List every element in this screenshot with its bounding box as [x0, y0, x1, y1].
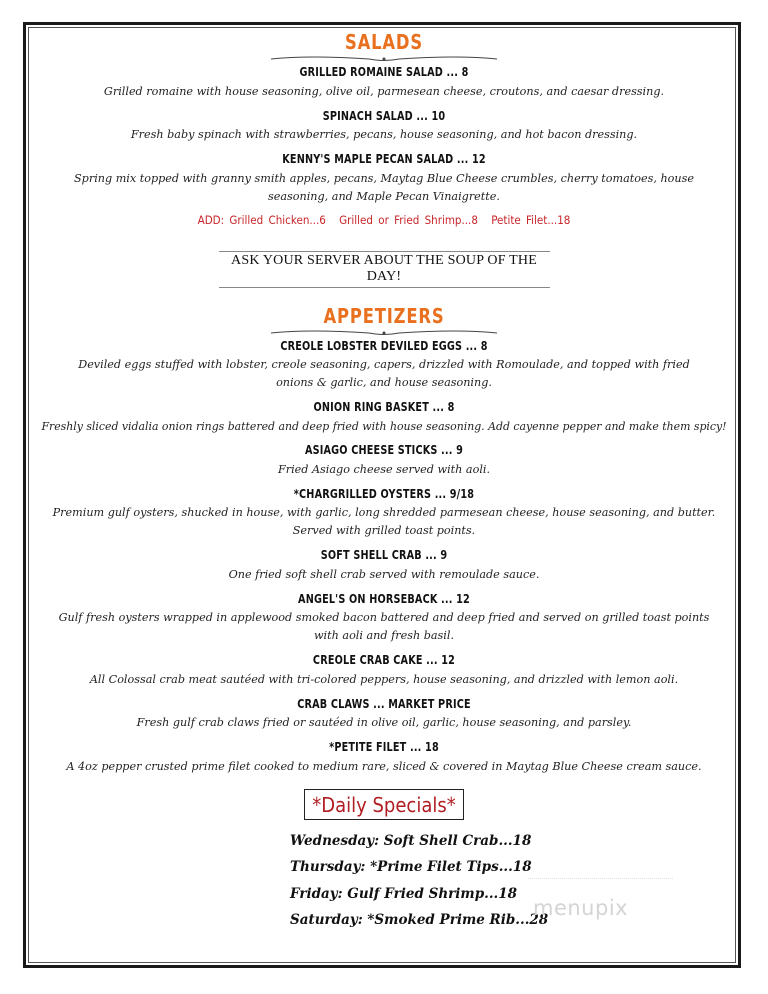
menu-item	[40, 64, 728, 101]
salads-section	[40, 30, 728, 227]
flourish-divider-icon	[269, 54, 499, 64]
item-name: ANGEL'S ON HORSEBACK ... 12	[298, 590, 470, 606]
menu-item	[40, 151, 728, 205]
special-saturday: Saturday: *Smoked Prime Rib...28	[290, 912, 549, 929]
salad-add-ons	[40, 213, 728, 227]
salads-heading: SALADS	[344, 30, 424, 54]
item-description: Freshly sliced vidalia onion rings battered and deep fried with house seasoning. Add cayenne pepper and make them spicy!	[41, 419, 727, 433]
flourish-divider-icon	[269, 328, 499, 338]
item-name: CREOLE LOBSTER DEVILED EGGS ... 8	[280, 337, 488, 353]
special-friday: Friday: Gulf Fried Shrimp...18	[290, 885, 518, 902]
item-description: Spring mix topped with granny smith apples, pecans, Maytag Blue Cheese crumbles, cherry tomatoes, house seasoning, and Maple Pecan Vinaigrette.	[74, 171, 694, 203]
menu-item	[40, 696, 728, 733]
item-name: *PETITE FILET ... 18	[329, 739, 439, 755]
item-description: All Colossal crab meat sautéed with tri-colored peppers, house seasoning, and drizzled with lemon aoli.	[89, 672, 679, 686]
item-description: Deviled eggs stuffed with lobster, creole seasoning, capers, drizzled with Romoulade, and topped with fried onions & garlic, and house seasoning.	[78, 358, 690, 390]
appetizers-heading: APPETIZERS	[323, 303, 445, 328]
menu-item	[40, 442, 728, 479]
menu-item	[40, 547, 728, 584]
soup-of-the-day-notice: ASK YOUR SERVER ABOUT THE SOUP OF THE DAY!	[219, 251, 550, 288]
item-name: GRILLED ROMAINE SALAD ... 8	[299, 64, 469, 79]
item-name: *CHARGRILLED OYSTERS ... 9/18	[293, 485, 475, 501]
watermark-decoration	[528, 878, 673, 882]
item-description: A 4oz pepper crusted prime filet cooked to medium rare, sliced & covered in Maytag Blue Cheese cream sauce.	[66, 759, 702, 773]
item-description: Fresh gulf crab claws fried or sautéed in olive oil, garlic, house seasoning, and parsley.	[136, 716, 632, 730]
item-description: Fried Asiago cheese served with aoli.	[277, 462, 491, 476]
item-description: Grilled romaine with house seasoning, olive oil, parmesean cheese, croutons, and caesar dressing.	[103, 84, 665, 98]
menupix-watermark: menupix	[533, 896, 629, 920]
item-name: SPINACH SALAD ... 10	[322, 107, 446, 123]
add-on-shrimp: Grilled or Fried Shrimp...8	[339, 212, 478, 227]
menu-item	[40, 652, 728, 689]
item-name: SOFT SHELL CRAB ... 9	[320, 547, 448, 563]
daily-specials-heading: *Daily Specials*	[304, 789, 463, 820]
appetizers-section	[40, 304, 728, 776]
item-description: Fresh baby spinach with strawberries, pecans, house seasoning, and hot bacon dressing.	[130, 128, 638, 142]
item-name: CREOLE CRAB CAKE ... 12	[312, 652, 456, 668]
add-on-filet: Petite Filet...18	[491, 212, 571, 227]
item-description: One fried soft shell crab served with remoulade sauce.	[228, 567, 540, 581]
item-name: KENNY'S MAPLE PECAN SALAD ... 12	[282, 151, 486, 167]
item-name: ASIAGO CHEESE STICKS ... 9	[304, 442, 464, 458]
item-name: ONION RING BASKET ... 8	[313, 399, 455, 415]
item-description: Premium gulf oysters, shucked in house, with garlic, long shredded parmesean cheese, house seasoning, and butter. Served with grilled toast points.	[52, 506, 716, 538]
menu-page	[40, 30, 728, 934]
item-name: CRAB CLAWS ... MARKET PRICE	[297, 695, 471, 711]
menu-item	[40, 591, 728, 645]
menu-item	[40, 108, 728, 145]
special-wednesday: Wednesday: Soft Shell Crab...18	[290, 832, 532, 849]
menu-item	[40, 739, 728, 776]
item-description: Gulf fresh oysters wrapped in applewood smoked bacon battered and deep fried and served on grilled toast points with aoli and fresh basil.	[58, 611, 710, 643]
menu-item	[40, 486, 728, 540]
add-on-chicken: ADD: Grilled Chicken...6	[197, 212, 326, 227]
menu-item	[40, 399, 728, 435]
menu-item	[40, 338, 728, 392]
special-thursday: Thursday: *Prime Filet Tips...18	[290, 859, 532, 876]
